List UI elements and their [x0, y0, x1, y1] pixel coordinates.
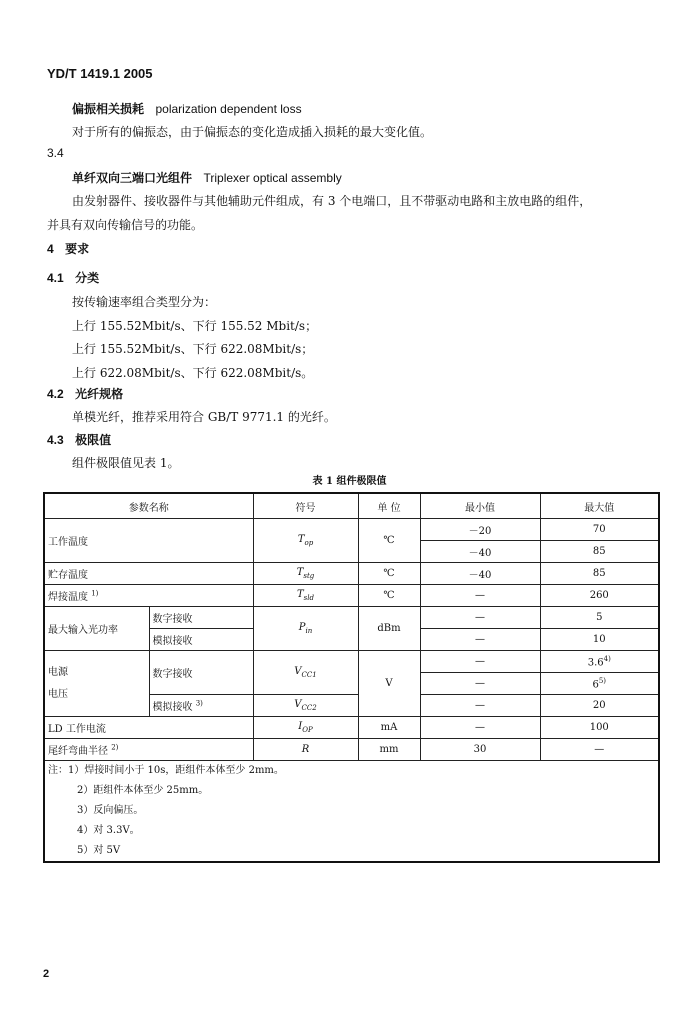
note-1: 注：1）焊接时间小于 10s，距组件本体至少 2mm。	[48, 765, 284, 776]
heading-4-1	[47, 269, 99, 286]
max-cell: —	[540, 739, 659, 761]
heading-title: 光纤规格	[75, 387, 124, 401]
heading-title: 极限值	[75, 433, 112, 447]
max-cell: 85	[540, 541, 659, 563]
definition-3-4-line1: 由发射器件、接收器件与其他辅助元件组成，有 3 个电端口，且不带驱动电路和主放电路的组件，	[72, 194, 592, 208]
param-name: 尾纤弯曲半径 $^{2)}$	[44, 739, 253, 761]
heading-number: 4.2	[47, 387, 64, 401]
term-3-3	[72, 100, 302, 117]
min-cell: —	[420, 673, 540, 695]
header-max: 最大值	[540, 493, 659, 519]
heading-title: 分类	[75, 271, 100, 285]
min-cell: —	[420, 717, 540, 739]
min-cell: —	[420, 585, 540, 607]
unit-cell: ℃	[358, 563, 420, 585]
min-cell: －40	[420, 541, 540, 563]
table-row	[44, 717, 659, 739]
classification-intro: 按传输速率组合类型分为：	[72, 295, 217, 309]
min-cell: —	[420, 695, 540, 717]
heading-title: 要求	[65, 242, 90, 256]
max-cell: 10	[540, 629, 659, 651]
max-cell: 20	[540, 695, 659, 717]
note-2: 2）距组件本体至少 25mm。	[77, 785, 209, 796]
symbol-cell: $V_{CC2}$	[253, 695, 358, 717]
unit-cell: ℃	[358, 519, 420, 563]
heading-4	[47, 240, 89, 257]
unit-cell: ℃	[358, 585, 420, 607]
page-number: 2	[43, 968, 50, 980]
symbol-cell: $T_{op}$	[253, 519, 358, 563]
header-min: 最小值	[420, 493, 540, 519]
symbol-cell: $V_{CC1}$	[253, 651, 358, 695]
max-cell: 85	[540, 563, 659, 585]
table-caption: 表 1 组件极限值	[312, 476, 387, 487]
min-cell: 30	[420, 739, 540, 761]
max-cell: 100	[540, 717, 659, 739]
sub-param: 模拟接收	[149, 629, 253, 651]
min-cell: －20	[420, 519, 540, 541]
table-row	[44, 585, 659, 607]
table-row	[44, 651, 659, 673]
table-notes	[44, 761, 659, 863]
symbol-cell: R	[253, 739, 358, 761]
unit-cell: mA	[358, 717, 420, 739]
max-cell: 260	[540, 585, 659, 607]
min-cell: —	[420, 629, 540, 651]
rate-combination-3: 上行 622.08Mbit/s、下行 622.08Mbit/s。	[72, 366, 314, 380]
param-name: 工作温度	[44, 519, 253, 563]
sub-param: 数字接收	[149, 607, 253, 629]
table-header-row	[44, 493, 659, 519]
param-name: 焊接温度 $^{1)}$	[44, 585, 253, 607]
heading-number: 4	[47, 242, 54, 256]
param-name: 最大输入光功率	[44, 607, 149, 651]
symbol-cell: $T_{stg}$	[253, 563, 358, 585]
definition-3-3: 对于所有的偏振态，由于偏振态的变化造成插入损耗的最大变化值。	[72, 125, 433, 139]
unit-cell: V	[358, 651, 420, 717]
rate-combination-2: 上行 155.52Mbit/s、下行 622.08Mbit/s；	[72, 342, 314, 356]
min-cell: —	[420, 651, 540, 673]
table-row	[44, 607, 659, 629]
table-notes-row	[44, 761, 659, 863]
limits-intro: 组件极限值见表 1。	[72, 456, 180, 470]
sub-param: 模拟接收 $^{3)}$	[149, 695, 253, 717]
definition-3-4-line2: 并具有双向传输信号的功能。	[47, 218, 204, 232]
note-3: 3）反向偏压。	[77, 805, 144, 816]
heading-number: 4.3	[47, 433, 64, 447]
header-param: 参数名称	[44, 493, 253, 519]
param-name: LD 工作电流	[44, 717, 253, 739]
symbol-cell: $T_{sld}$	[253, 585, 358, 607]
table-row	[44, 563, 659, 585]
limits-table	[43, 492, 660, 863]
header-unit: 单 位	[358, 493, 420, 519]
term-3-4	[72, 169, 342, 186]
term-cn: 单纤双向三端口光组件	[72, 171, 193, 185]
symbol-cell: $I_{OP}$	[253, 717, 358, 739]
term-en: Triplexer optical assembly	[203, 171, 342, 185]
clause-number-3-4: 3.4	[47, 146, 64, 160]
note-5: 5）对 5V	[77, 845, 121, 856]
max-cell: 6$^{5)}$	[540, 673, 659, 695]
symbol-cell: $P_{in}$	[253, 607, 358, 651]
sub-param: 数字接收	[149, 651, 253, 695]
unit-cell: dBm	[358, 607, 420, 651]
unit-cell: mm	[358, 739, 420, 761]
heading-4-3	[47, 431, 111, 448]
document-header: YD/T 1419.1 2005	[47, 66, 153, 81]
max-cell: 70	[540, 519, 659, 541]
table-row	[44, 739, 659, 761]
max-cell: 3.6$^{4)}$	[540, 651, 659, 673]
heading-number: 4.1	[47, 271, 64, 285]
term-cn: 偏振相关损耗	[72, 102, 145, 116]
fiber-spec-text: 单模光纤，推荐采用符合 GB/T 9771.1 的光纤。	[72, 410, 336, 424]
min-cell: —	[420, 607, 540, 629]
param-name: 电源 电压	[44, 651, 149, 717]
rate-combination-1: 上行 155.52Mbit/s、下行 155.52 Mbit/s；	[72, 319, 318, 333]
min-cell: －40	[420, 563, 540, 585]
heading-4-2	[47, 385, 123, 402]
table-row	[44, 519, 659, 541]
note-4: 4）对 3.3V。	[77, 825, 140, 836]
max-cell: 5	[540, 607, 659, 629]
param-name: 贮存温度	[44, 563, 253, 585]
term-en: polarization dependent loss	[155, 102, 302, 116]
header-symbol: 符号	[253, 493, 358, 519]
